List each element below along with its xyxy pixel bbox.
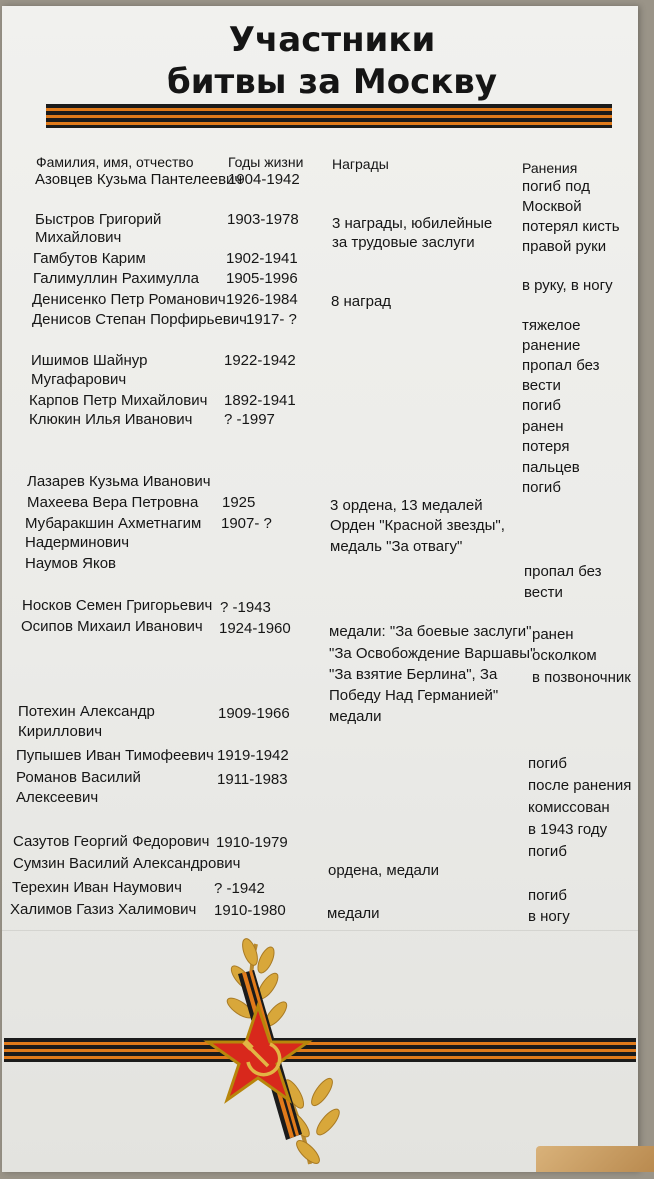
wounds-entry: пропал без [522,357,600,374]
wounds-entry: погиб [522,397,561,414]
years-entry: ? -1942 [214,880,265,897]
years-entry: 1902-1941 [226,250,298,267]
wounds-entry: погиб [528,843,567,860]
wounds-entry: в руку, в ногу [522,277,613,294]
years-entry: 1905-1996 [226,270,298,287]
name-entry: Денисов Степан Порфирьевич [32,311,247,328]
name-entry: Пупышев Иван Тимофеевич [16,747,214,764]
name-entry: Мубаракшин Ахметнагим [25,515,202,532]
years-entry: 1911-1983 [217,771,288,788]
name-entry: Мугафарович [31,371,127,388]
wounds-entry: погиб [522,479,561,496]
wounds-entry: погиб под [522,178,590,195]
name-entry: Наумов Яков [25,555,117,572]
wounds-entry: ранен [522,418,564,435]
years-entry: 1917- ? [246,311,297,328]
wounds-entry: ранен [532,626,574,643]
years-entry: 1922-1942 [224,352,296,369]
awards-entry: 8 наград [331,293,392,310]
awards-entry: за трудовые заслуги [332,234,475,251]
name-entry: Сазутов Георгий Федорович [13,833,210,850]
awards-entry: медали [329,708,382,725]
wounds-entry: пропал без [524,563,602,580]
years-entry: 1907- ? [221,515,272,532]
wounds-entry: вести [524,584,563,601]
section-divider [2,930,638,931]
name-entry: Азовцев Кузьма Пантелеевич [35,171,243,188]
name-entry: Осипов Михаил Иванович [21,618,203,635]
years-entry: 1919-1942 [217,747,289,764]
wounds-entry: правой руки [522,238,607,255]
years-entry: 1926-1984 [226,291,298,308]
wounds-entry: после ранения [528,777,632,794]
name-entry: Потехин Александр [18,703,155,720]
header-wounds: Ранения [522,160,578,176]
soviet-star-with-laurel-icon [198,934,348,1174]
wounds-entry: вести [522,377,561,394]
years-entry: 1910-1979 [216,834,288,851]
years-entry: 1924-1960 [219,620,291,637]
header-awards: Награды [332,156,389,172]
st-george-ribbon-top [46,104,612,128]
awards-entry: медали: "За боевые заслуги" [329,623,532,640]
name-entry: Сумзин Василий Александрович [13,855,241,872]
name-entry: Галимуллин Рахимулла [33,270,199,287]
wounds-entry: тяжелое [522,317,581,334]
years-entry: ? -1997 [224,411,275,428]
name-entry: Лазарев Кузьма Иванович [27,473,211,490]
header-years: Годы жизни [228,154,304,170]
awards-entry: "За Освобождение Варшавы" [329,645,536,662]
name-entry: Ишимов Шайнур [31,352,148,369]
wounds-entry: потерял кисть [522,218,620,235]
name-entry: Карпов Петр Михайлович [29,392,208,409]
header-name: Фамилия, имя, отчество [36,154,194,170]
wounds-entry: погиб [528,887,567,904]
name-entry: Денисенко Петр Романович [32,291,226,308]
name-entry: Терехин Иван Наумович [12,879,182,896]
awards-entry: медаль "За отвагу" [330,538,463,555]
years-entry: 1925 [222,494,256,511]
years-entry: 1910-1980 [214,902,286,919]
awards-entry: ордена, медали [328,862,439,879]
poster-title-line-1: Участники [228,20,436,60]
wounds-entry: ранение [522,337,581,354]
wounds-entry: погиб [528,755,567,772]
wounds-entry: Москвой [522,198,582,215]
wounds-entry: в 1943 году [528,821,608,838]
name-entry: Гамбутов Карим [33,250,146,267]
name-entry: Кириллович [18,723,103,740]
frame-corner [536,1146,654,1172]
awards-entry: "За взятие Берлина", За [329,666,498,683]
wounds-entry: комиссован [528,799,610,816]
name-entry: Михайлович [35,229,122,246]
wounds-entry: в ногу [528,908,570,925]
awards-entry: медали [327,905,380,922]
poster-title-line-2: битвы за Москву [166,62,497,102]
name-entry: Быстров Григорий [35,211,162,228]
memorial-poster [2,6,638,1172]
wounds-entry: потеря [522,438,570,455]
years-entry: ? -1943 [220,599,271,616]
name-entry: Алексеевич [16,789,99,806]
awards-entry: Победу Над Германией" [329,687,499,704]
wounds-entry: пальцев [522,459,580,476]
years-entry: 1909-1966 [218,705,290,722]
years-entry: 1904-1942 [228,171,300,188]
years-entry: 1903-1978 [227,211,299,228]
name-entry: Халимов Газиз Халимович [10,901,197,918]
name-entry: Махеева Вера Петровна [27,494,199,511]
years-entry: 1892-1941 [224,392,296,409]
wounds-entry: в позвоночник [532,669,631,686]
name-entry: Надерминович [25,534,130,551]
wounds-entry: осколком [532,647,597,664]
awards-entry: Орден "Красной звезды", [330,517,505,534]
name-entry: Носков Семен Григорьевич [22,597,213,614]
awards-entry: 3 награды, юбилейные [332,215,493,232]
name-entry: Романов Василий [16,769,141,786]
awards-entry: 3 ордена, 13 медалей [330,497,483,514]
name-entry: Клюкин Илья Иванович [29,411,193,428]
